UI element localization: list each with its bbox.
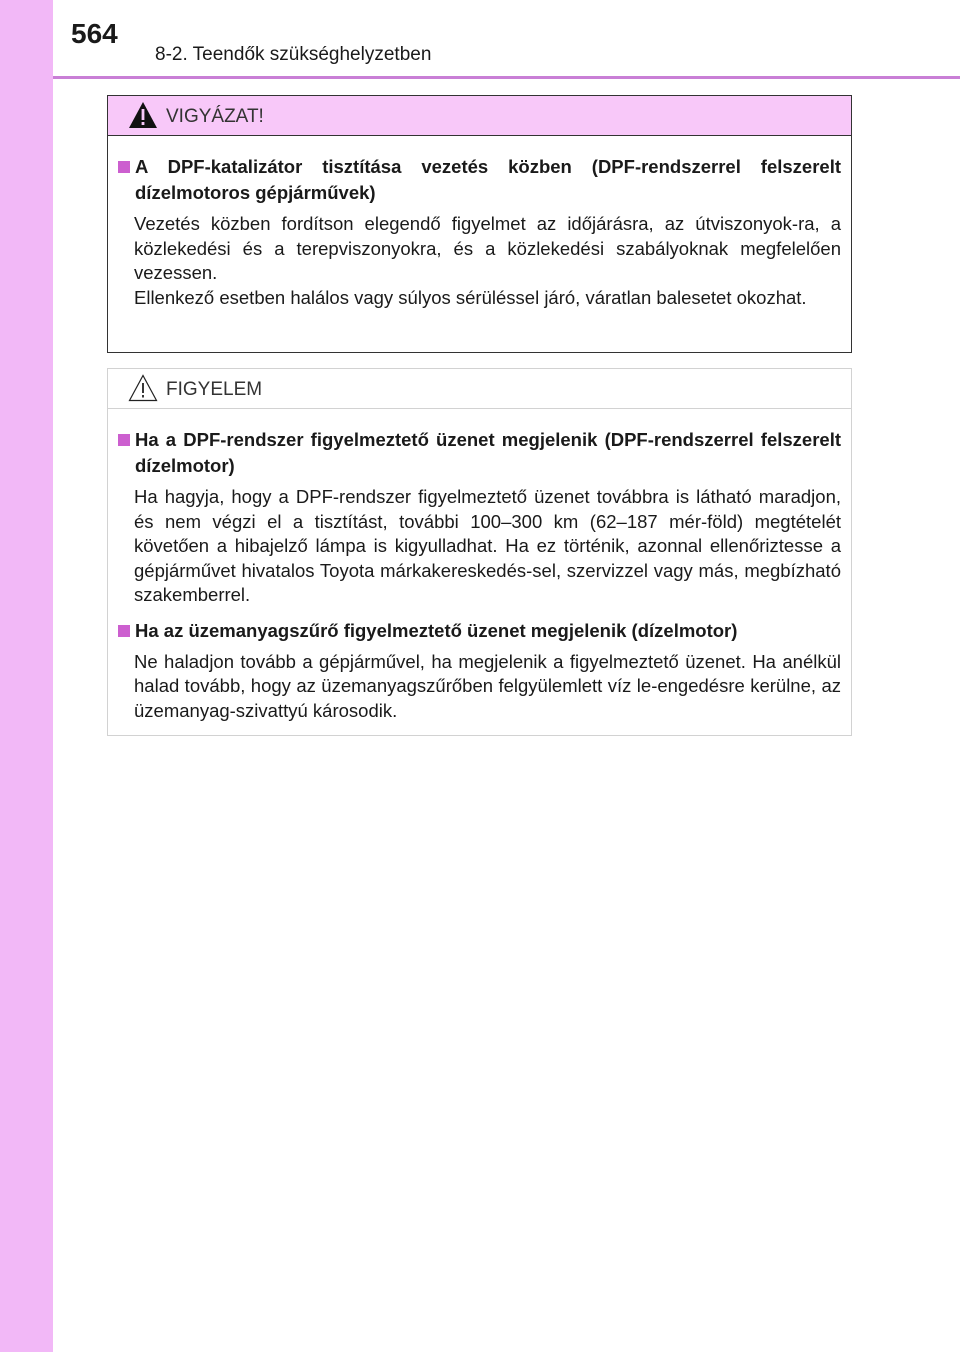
warning-item-paragraph: Ellenkező esetben halálos vagy súlyos sérüléssel járó, váratlan balesetet okozhat.	[134, 286, 807, 308]
warning-box-header	[108, 96, 851, 136]
square-bullet-icon	[118, 625, 130, 637]
notice-label: FIGYELEM	[166, 379, 263, 400]
warning-item-title: A DPF-katalizátor tisztítása vezetés közben (DPF-rendszerrel felszerelt dízelmotoros gépjárművek)	[135, 156, 841, 203]
header-divider	[53, 76, 960, 79]
notice-item	[118, 618, 841, 724]
square-bullet-icon	[118, 161, 130, 173]
caution-triangle-icon	[128, 374, 158, 402]
warning-item	[118, 154, 841, 310]
notice-item	[118, 427, 841, 608]
warning-label: VIGYÁZAT!	[166, 106, 264, 127]
warning-triangle-icon	[128, 101, 158, 129]
warning-item-paragraph: Vezetés közben fordítson elegendő figyelmet az időjárásra, az útviszonyok-ra, a közlekedési és a terepviszonyokra, és a közlekedési szabályoknak megfelelően vezessen.	[134, 213, 841, 283]
notice-item-title: Ha az üzemanyagszűrő figyelmeztető üzenet megjelenik (dízelmotor)	[135, 619, 738, 641]
warning-box	[107, 95, 852, 353]
notice-item-title: Ha a DPF-rendszer figyelmeztető üzenet megjelenik (DPF-rendszerrel felszerelt dízelmotor)	[135, 429, 841, 476]
section-title: 8-2. Teendők szükséghelyzetben	[155, 44, 432, 65]
page-number: 564	[71, 18, 118, 49]
side-color-strip	[0, 0, 53, 1352]
notice-box-header	[108, 369, 851, 409]
notice-item-paragraph: Ne haladjon tovább a gépjárművel, ha megjelenik a figyelmeztető üzenet. Ha anélkül halad tovább, hogy az üzemanyagszűrőben felgyülemlett víz le-engedésre kerülne, az üzemanyag-szivattyú károsodik.	[134, 650, 841, 721]
notice-item-paragraph: Ha hagyja, hogy a DPF-rendszer figyelmeztető üzenet továbbra is látható maradjon, és nem végzi el a tisztítást, további 100–300 km (62–187 mér-föld) megtételét követően a hibajelző lámpa is kigyulladhat. Ha ez történik, azonnal ellenőriztesse a gépjárművet hivatalos Toyota márkakereskedés-sel, szervizzel vagy más, megbízható szakemberrel.	[134, 486, 841, 605]
notice-box	[107, 368, 852, 736]
square-bullet-icon	[118, 434, 130, 446]
